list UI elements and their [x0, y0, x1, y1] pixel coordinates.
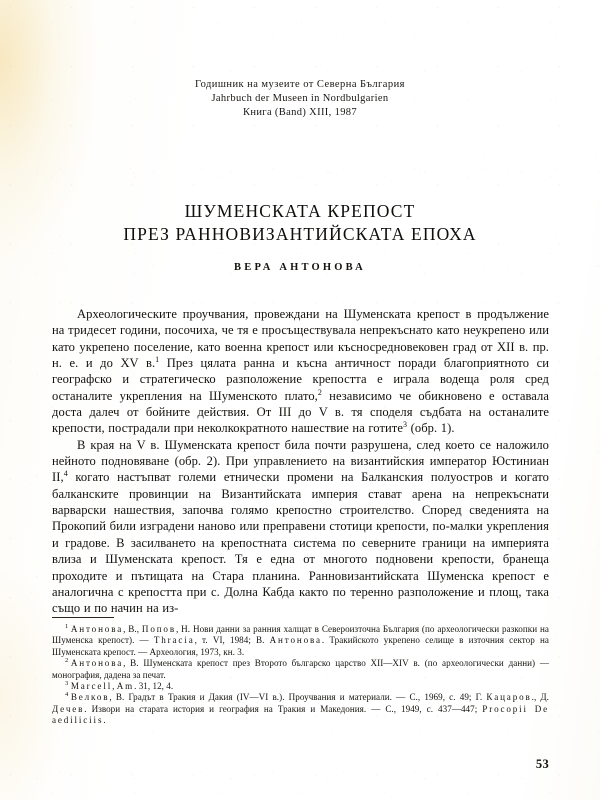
- footnote-author-name: Дечев: [52, 703, 85, 714]
- footnote-author-name: Антонова: [269, 635, 322, 646]
- footnote-text: ,: [112, 681, 117, 692]
- footnote-text: , В.,: [123, 624, 142, 634]
- paragraph-2-text-a: В края на V в. Шуменската крепост била почти разрушена, след което се наложило нейното подновяване (обр. 2). При управлението на византийския император Юстиниан II,: [52, 437, 549, 485]
- footnote-author-name: Кацаров: [486, 692, 532, 703]
- journal-header: [0, 78, 600, 120]
- footnote-number: 1: [65, 622, 69, 630]
- footnote-number: 2: [65, 657, 69, 665]
- journal-volume-line: Книга (Band) XIII, 1987: [243, 106, 357, 118]
- footnote-author-name: Procopii De aediliciis: [52, 703, 549, 726]
- footnote-text: , т. VI, 1984; В.: [194, 635, 270, 646]
- paragraph-1-text-b: През цялата ранна и късна античност поради благоприятното си географско и стратегическо разположение крепостта е играла водеща роля сред останалите укрепления на Шуменското плато,: [52, 356, 549, 403]
- footnotes-section: [52, 624, 549, 727]
- body-paragraph-2: [52, 437, 549, 617]
- article-title: [0, 200, 600, 246]
- journal-title-bulgarian: Годишник на музеите от Северна България: [195, 79, 405, 90]
- paragraph-2-text-b: когато настъпват големи етнически промени на Балканския полуостров и когато балканските провинции на Византийската империя стават арена на непрекъснати варварски нашествия, започва голямо крепостно строителство. Според сведенията на Прокопий били изградени наново или преправени стотици крепости, по-малки укрепления и градове. В засилването на крепостната система по северните граници на империята влиза и Шуменската крепост. Тя е една от многото подновени крепости, бранеща проходите и пътищата на Стара планина. Ранновизантийската Шуменска крепост е аналогична с крепостта при с. Долна Кабда както по теренно разположение и площ, така също и по начин на из-: [52, 470, 549, 616]
- body-paragraph-1: [52, 306, 549, 437]
- article-title-line-2: ПРЕЗ РАННОВИЗАНТИЙСКАТА ЕПОХА: [123, 223, 477, 244]
- footnote-text: , В. Градът в Тракия и Дакия (IV—VI в.). Проучвания и материали. — С., 1969, с. 49; Г.: [109, 692, 487, 703]
- footnote-number: 3: [65, 680, 69, 687]
- footnote-text: . 31, 12, 4.: [134, 681, 174, 692]
- footnote-text: , Н. Нови данни за ранния халщат в Североизточна България (по археологически разкопки на Шуменска крепост). —: [52, 624, 549, 646]
- footnote-author-name: Am: [116, 681, 135, 692]
- footnote-text: .: [103, 715, 106, 726]
- footnote-text: , В. Шуменската крепост през Второто българско царство XII—XIV в. (по археологически данни) — монография, дадена за печат.: [52, 658, 549, 680]
- footnote-author-name: Антонова: [70, 658, 124, 669]
- paragraph-1-text-d: (обр. 1).: [407, 421, 455, 436]
- footnote-author-name: Велков: [70, 692, 110, 703]
- article-title-line-1: ШУМЕНСКАТА КРЕПОСТ: [184, 201, 416, 221]
- footnote-ref-3: 3: [402, 420, 408, 430]
- paragraph-1-text-c: независимо че обикновено е оставала доста далеч от бойните действия. От III до V в. тя споделя съдбата на останалите крепости, пострадали при неколкократното нашествие на готите: [52, 388, 549, 436]
- footnote-entry: [52, 692, 549, 726]
- footnote-author-name: Антонова: [70, 624, 124, 634]
- footnote-ref-2: 2: [317, 387, 322, 397]
- page-number: 53: [535, 757, 549, 771]
- article-body: [52, 306, 549, 617]
- footnote-text: . Тракийското укрепено селище в източния сектор на Шуменската крепост. — Археология, 1973, кн. 3.: [52, 635, 549, 657]
- paragraph-1-text-a: Археологическите проучвания, провеждани на Шуменската крепост в продължение на тридесет години, посочиха, че тя е просъществувала непрекъснато като неукрепено или като укрепено поселение, като военна крепост или късносредновековен град от XII в. пр. н. е. и до XV в.: [52, 307, 549, 371]
- footnote-text: ., Д.: [531, 692, 549, 703]
- footnote-separator-rule: [52, 617, 114, 618]
- footnote-entry: [52, 658, 549, 681]
- article-author: ВЕРА АНТОНОВА: [234, 262, 366, 273]
- footnote-entry: [52, 624, 549, 658]
- footnote-author-name: Marcell: [70, 681, 113, 692]
- footnote-ref-1: 1: [155, 354, 160, 364]
- journal-title-german: Jahrbuch der Museen in Nordbulgarien: [211, 92, 389, 104]
- footnote-author-name: Попов: [141, 624, 176, 634]
- footnote-entry: [52, 681, 549, 692]
- footnote-number: 4: [65, 691, 69, 699]
- footnote-text: . Извори на старата история и география на Тракия и Македония. — С., 1949, с. 437—447;: [84, 703, 483, 714]
- footnote-ref-4: 4: [63, 469, 68, 479]
- footnote-author-name: Thracia: [153, 635, 195, 646]
